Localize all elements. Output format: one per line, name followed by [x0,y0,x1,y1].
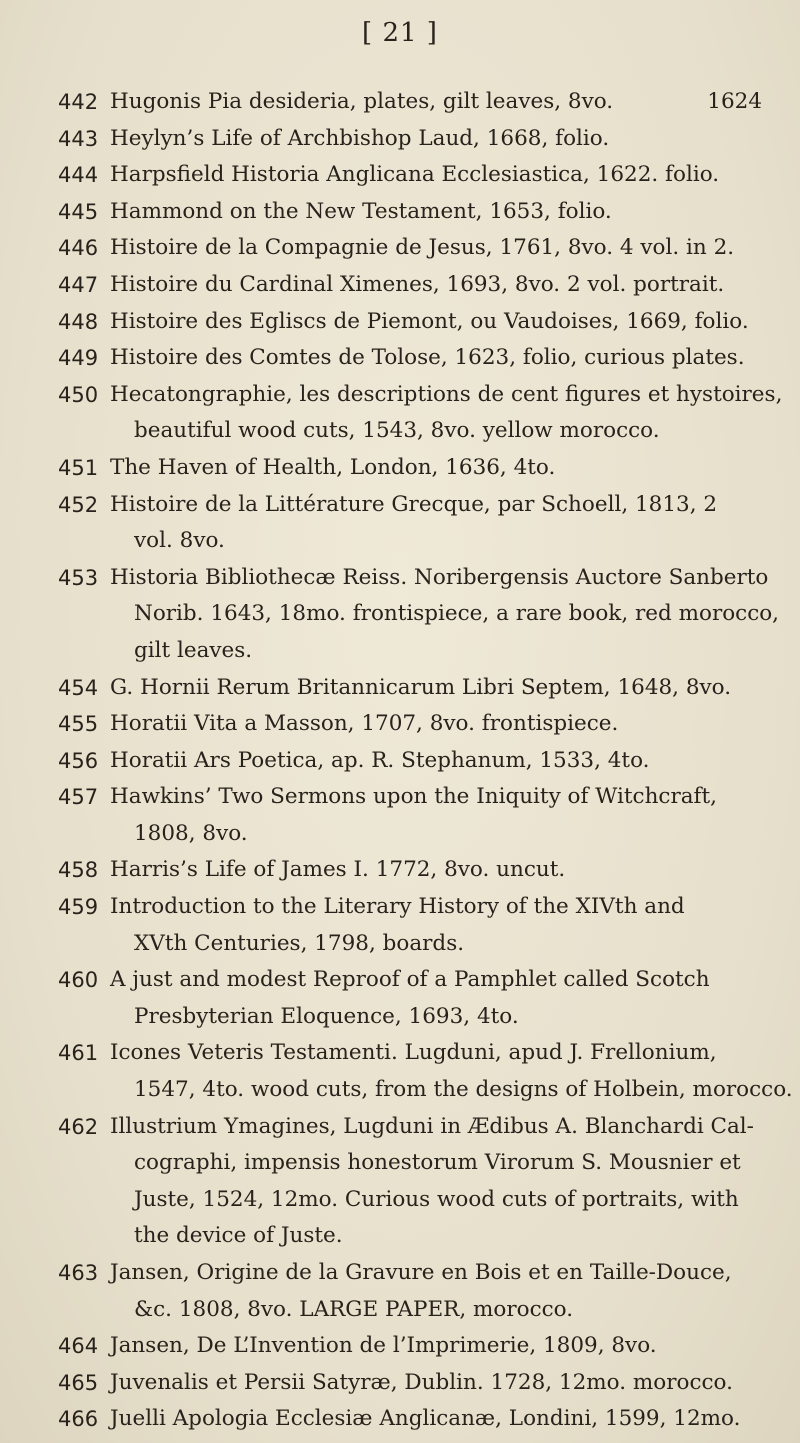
entry-number: 458 [58,858,99,883]
entry-number: 462 [58,1114,99,1139]
entry-number: 446 [58,236,99,261]
entry-text: Hawkins’ Two Sermons upon the Iniquity of Witchcraft, [110,784,717,810]
catalogue-entry [0,304,800,341]
entry-text: Histoire des Comtes de Tolose, 1623, folio, curious plates. [110,345,745,371]
entry-date: 1624 [707,89,762,114]
catalogue-entry [0,560,800,670]
entry-number: 451 [58,455,99,480]
entry-text-continued: the device of Juste. [134,1223,343,1249]
entry-number: 454 [58,675,99,700]
entry-text: Horatii Ars Poetica, ap. R. Stephanum, 1533, 4to. [110,747,650,773]
catalogue-entry [0,157,800,194]
entry-number: 459 [58,895,99,920]
entry-text: Histoire des Egliscs de Piemont, ou Vaudoises, 1669, folio. [110,308,749,334]
entry-text [110,84,782,121]
entry-line-text: Hugonis Pia desideria, plates, gilt leaves, 8vo. [110,89,614,114]
entry-text-continued: vol. 8vo. [134,528,225,554]
catalogue-entry [0,121,800,158]
entry-text: Illustrium Ymagines, Lugduni in Ædibus A. Blanchardi Cal- [110,1113,754,1139]
entry-number: 448 [58,309,99,334]
entry-text-continued: Juste, 1524, 12mo. Curious wood cuts of portraits, with [134,1186,739,1212]
catalogue-entry [0,1365,800,1402]
catalogue-entry [0,706,800,743]
entry-text-continued: beautiful wood cuts, 1543, 8vo. yellow morocco. [134,418,660,444]
entry-text: Harris’s Life of James I. 1772, 8vo. uncut. [110,857,566,883]
catalogue-entry [0,743,800,780]
entry-number: 442 [58,90,99,114]
page-number: [ 21 ] [362,18,438,48]
entry-text: Horatii Vita a Masson, 1707, 8vo. frontispiece. [110,711,619,737]
entry-text-continued: Presbyterian Eloquence, 1693, 4to. [134,1003,519,1029]
entry-text: Juvenalis et Persii Satyræ, Dublin. 1728, 12mo. morocco. [110,1369,733,1395]
catalogue-entry [0,1328,800,1365]
entry-text: Juelli Apologia Ecclesiæ Anglicanæ, Londini, 1599, 12mo. [110,1406,741,1432]
entry-text: Introduction to the Literary History of the XIVth and [110,894,685,920]
entry-number: 447 [58,272,99,297]
entry-text: G. Hornii Rerum Britannicarum Libri Septem, 1648, 8vo. [110,674,732,700]
entry-number: 449 [58,346,99,371]
catalogue-entry [0,487,800,560]
catalogue-entry [0,889,800,962]
entry-text-continued: &c. 1808, 8vo. LARGE PAPER, morocco. [134,1296,574,1322]
entry-number: 450 [58,382,99,407]
entry-text: Heylyn’s Life of Archbishop Laud, 1668, folio. [110,125,610,151]
entry-text: Hammond on the New Testament, 1653, folio. [110,198,612,224]
catalogue-entry [0,267,800,304]
entry-number: 444 [58,163,99,188]
catalogue-entry [0,852,800,889]
entry-number: 452 [58,492,99,517]
entry-number: 466 [58,1407,99,1432]
catalogue-entry [0,194,800,231]
entry-number: 455 [58,712,99,737]
entry-number: 443 [58,126,99,151]
catalogue-entry [0,962,800,1035]
entry-text: Jansen, Origine de la Gravure en Bois et en Taille-Douce, [110,1260,732,1285]
entry-number: 464 [58,1334,99,1359]
entry-number: 465 [58,1370,99,1395]
entry-text: Histoire de la Littérature Grecque, par Schoell, 1813, 2 [110,491,718,517]
entry-text: The Haven of Health, London, 1636, 4to. [110,454,556,480]
catalogue-entry-list [0,84,800,1438]
catalogue-entry [0,377,800,450]
entry-text: Harpsfield Historia Anglicana Ecclesiastica, 1622. folio. [110,162,720,188]
catalogue-entry [0,1255,800,1328]
catalogue-entry [0,450,800,487]
entry-number: 461 [58,1041,99,1066]
catalogue-entry [0,84,800,121]
catalogue-entry [0,340,800,377]
entry-text: Hecatongraphie, les descriptions de cent figures et hystoires, [110,381,783,407]
entry-number: 445 [58,199,99,224]
catalogue-entry [0,1401,800,1438]
catalogue-entry [0,1109,800,1255]
entry-number: 453 [58,565,99,590]
entry-text: Histoire de la Compagnie de Jesus, 1761, 8vo. 4 vol. in 2. [110,235,735,261]
catalogue-entry [0,670,800,707]
entry-text: Icones Veteris Testamenti. Lugduni, apud J. Frellonium, [110,1040,717,1066]
catalogue-entry [0,1035,800,1108]
entry-text-continued: cographi, impensis honestorum Virorum S. Mousnier et [134,1150,741,1176]
entry-number: 457 [58,785,99,810]
entry-text-continued: gilt leaves. [134,637,253,663]
entry-text-continued: Norib. 1643, 18mo. frontispiece, a rare book, red morocco, [134,601,780,627]
entry-text-continued: XVth Centuries, 1798, boards. [134,930,465,956]
entry-text: Histoire du Cardinal Ximenes, 1693, 8vo. 2 vol. portrait. [110,271,725,297]
entry-number: 460 [58,968,99,993]
catalogue-entry [0,779,800,852]
catalogue-entry [0,230,800,267]
entry-text: Jansen, De L’Invention de l’Imprimerie, 1809, 8vo. [110,1333,657,1359]
entry-text-continued: 1547, 4to. wood cuts, from the designs of Holbein, morocco. [134,1077,793,1103]
entry-text: Historia Bibliothecæ Reiss. Noribergensis Auctore Sanberto [110,564,769,590]
entry-number: 456 [58,748,99,773]
entry-text-continued: 1808, 8vo. [134,820,248,846]
entry-number: 463 [58,1261,99,1285]
entry-text: A just and modest Reproof of a Pamphlet called Scotch [110,967,710,993]
